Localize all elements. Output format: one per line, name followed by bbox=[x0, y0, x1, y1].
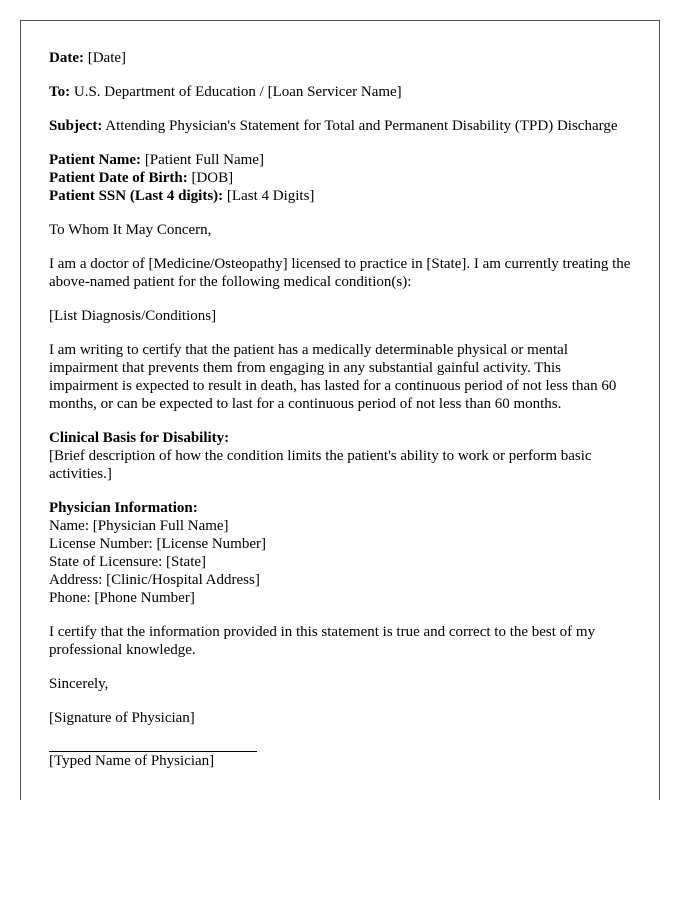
certification-paragraph: I am writing to certify that the patient has a medically determinable physical or mental impairment that prevents them from engaging in any substantial gainful activity. This impairment is expected to result in death, has lasted for a continuous period of not less than 60 months, or can be expected to last for a continuous period of not less than 60 months. bbox=[49, 342, 617, 412]
patient-ssn-label: Patient SSN (Last 4 digits): bbox=[49, 188, 224, 204]
salutation: To Whom It May Concern, bbox=[49, 222, 212, 238]
patient-ssn-line bbox=[49, 187, 633, 205]
typed-name: [Typed Name of Physician] bbox=[49, 753, 215, 769]
patient-name-label: Patient Name: bbox=[49, 152, 142, 168]
to-label: To: bbox=[49, 84, 71, 100]
physician-license: License Number: [License Number] bbox=[49, 536, 266, 552]
diagnosis-paragraph: [List Diagnosis/Conditions] bbox=[49, 308, 217, 324]
subject-value: Attending Physician's Statement for Total and Permanent Disability (TPD) Discharge bbox=[102, 118, 618, 134]
physician-address: Address: [Clinic/Hospital Address] bbox=[49, 572, 260, 588]
subject-label: Subject: bbox=[49, 118, 103, 134]
clinical-basis-section bbox=[49, 429, 633, 483]
closing-sincerely: Sincerely, bbox=[49, 676, 109, 692]
subject-line bbox=[49, 117, 633, 135]
date-value: [Date] bbox=[83, 50, 127, 66]
letter-page bbox=[20, 20, 660, 800]
patient-dob-label: Patient Date of Birth: bbox=[49, 170, 188, 186]
physician-phone: Phone: [Phone Number] bbox=[49, 590, 195, 606]
patient-dob-value: [DOB] bbox=[187, 170, 234, 186]
date-line bbox=[49, 49, 633, 67]
to-line bbox=[49, 83, 633, 101]
physician-info-section bbox=[49, 499, 633, 607]
to-value: U.S. Department of Education / [Loan Servicer Name] bbox=[70, 84, 402, 100]
patient-name-value: [Patient Full Name] bbox=[141, 152, 264, 168]
patient-name-line bbox=[49, 151, 633, 169]
physician-info-heading: Physician Information: bbox=[49, 500, 198, 516]
clinical-basis-text: [Brief description of how the condition limits the patient's ability to work or perform basic activities.] bbox=[49, 448, 592, 482]
intro-paragraph: I am a doctor of [Medicine/Osteopathy] licensed to practice in [State]. I am currently treating the above-named patient for the following medical condition(s): bbox=[49, 256, 631, 290]
date-label: Date: bbox=[49, 50, 84, 66]
letter-content bbox=[49, 49, 633, 770]
patient-ssn-value: [Last 4 Digits] bbox=[223, 188, 315, 204]
signature-placeholder: [Signature of Physician] bbox=[49, 710, 195, 726]
attestation-paragraph: I certify that the information provided in this statement is true and correct to the best of my professional knowledge. bbox=[49, 624, 596, 658]
physician-name: Name: [Physician Full Name] bbox=[49, 518, 229, 534]
clinical-basis-heading: Clinical Basis for Disability: bbox=[49, 430, 230, 446]
patient-dob-line bbox=[49, 169, 633, 187]
patient-info bbox=[49, 151, 633, 205]
physician-state: State of Licensure: [State] bbox=[49, 554, 207, 570]
